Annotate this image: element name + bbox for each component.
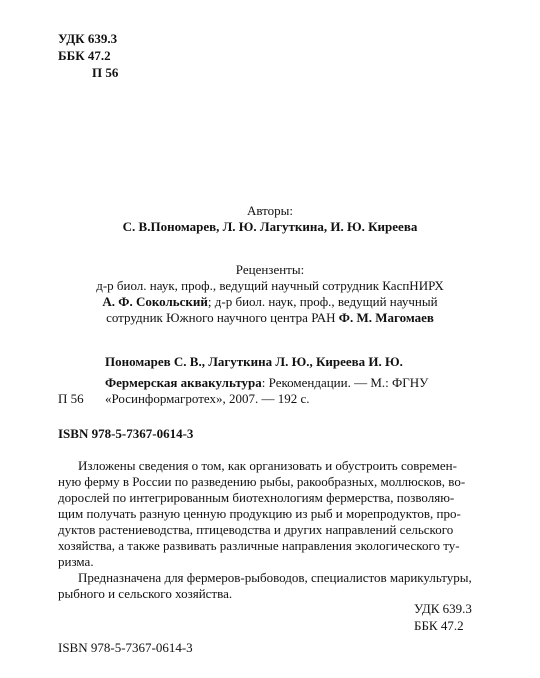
bbk-code: ББК 47.2 (58, 48, 111, 63)
footer-bbk: ББК 47.2 (414, 618, 464, 633)
annotation-line: дуктов растениеводства, птицеводства и других направлений сельского (58, 522, 454, 537)
reviewer-line-2-rest: ; д-р биол. наук, проф., ведущий научный (207, 294, 438, 309)
catalog-authors: Пономарев С. В., Лагуткина Л. Ю., Киреева И. Ю. (105, 354, 403, 369)
reviewers-label: Рецензенты: (235, 262, 305, 277)
reviewer-line-2 (58, 294, 482, 310)
annotation-line: рыбного и сельского хозяйства. (58, 586, 233, 601)
udk-code: УДК 639.3 (58, 31, 118, 46)
classification-codes (58, 30, 118, 81)
annotation-line: Изложены сведения о том, как организовать и обустроить современ- (78, 458, 457, 473)
reviewer-1-name: А. Ф. Сокольский (102, 294, 208, 309)
catalog-description (105, 375, 483, 407)
isbn-bottom: ISBN 978-5-7367-0614-3 (58, 640, 193, 655)
catalog-author-sign: П 56 (58, 391, 84, 406)
annotation (58, 458, 483, 602)
reviewer-line-1: д-р биол. наук, проф., ведущий научный сотрудник КаспНИРХ (96, 278, 444, 293)
annotation-line: Предназначена для фермеров-рыбоводов, специалистов марикультуры, (78, 570, 472, 585)
authors-label: Авторы: (246, 203, 294, 218)
reviewer-line-3 (58, 310, 482, 326)
isbn-main: ISBN 978-5-7367-0614-3 (58, 426, 194, 441)
annotation-line: ризма. (58, 554, 94, 569)
annotation-line: дорослей по интегрированным биотехнологиям фермерства, позволяю- (58, 490, 455, 505)
footer-codes (414, 600, 472, 634)
annotation-line: хозяйства, а также развивать различные направления экологического ту- (58, 538, 460, 553)
annotation-paragraph-1 (58, 458, 483, 570)
annotation-line: щим получать разную ценную продукцию из рыб и морепродуктов, про- (58, 506, 461, 521)
annotation-line: ную ферму в России по разведению рыбы, ракообразных, моллюсков, во- (58, 474, 466, 489)
reviewer-line-3-text: сотрудник Южного научного центра РАН (106, 310, 339, 325)
book-title: Фермерская аквакультура (105, 375, 262, 390)
authors-names: С. В.Пономарев, Л. Ю. Лагуткина, И. Ю. Киреева (122, 219, 418, 234)
catalog-desc-2: «Росинформагротех», 2007. — 192 с. (105, 391, 310, 406)
reviewer-2-name: Ф. М. Магомаев (338, 310, 434, 325)
authors-block (58, 203, 482, 235)
annotation-paragraph-2 (58, 570, 483, 602)
author-sign-code: П 56 (92, 65, 119, 80)
catalog-line-1 (105, 375, 483, 391)
catalog-desc-1: : Рекомендации. — М.: ФГНУ (261, 375, 429, 390)
reviewers-block (58, 262, 482, 326)
footer-udk: УДК 639.3 (414, 601, 472, 616)
